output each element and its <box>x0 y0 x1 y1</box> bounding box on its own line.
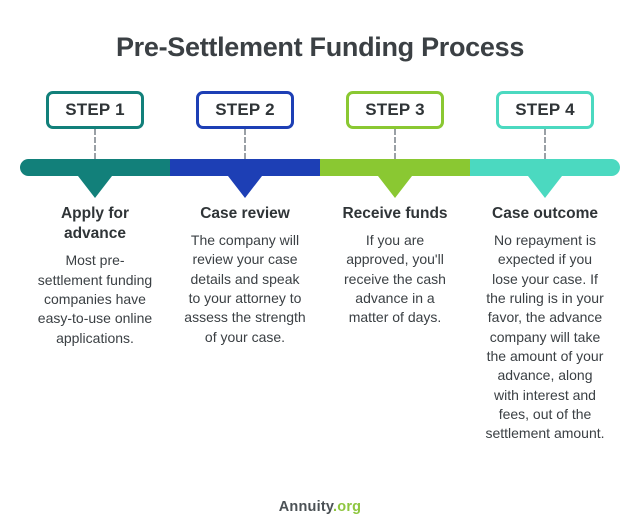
step-heading-3: Receive funds <box>342 205 448 222</box>
badge-cell-3 <box>320 91 470 129</box>
step-body-1: Most pre-settlement funding companies have easy-to-use online applications. <box>37 252 153 346</box>
triangle-pointer-4 <box>528 176 562 198</box>
connector-row <box>20 129 620 159</box>
timeline-segment-2 <box>170 159 320 176</box>
connector-cell-2 <box>170 129 320 159</box>
timeline-segment-4 <box>470 159 620 176</box>
pointer-cell-1 <box>20 176 170 198</box>
pointer-cell-4 <box>470 176 620 198</box>
timeline-bar <box>20 159 620 176</box>
step-badge-2: STEP 2 <box>196 91 293 129</box>
step-badge-3: STEP 3 <box>346 91 443 129</box>
site-logo <box>0 499 640 515</box>
step-badge-1: STEP 1 <box>46 91 143 129</box>
page-title: Pre-Settlement Funding Process <box>115 32 525 62</box>
triangle-pointer-2 <box>228 176 262 198</box>
step-heading-2: Case review <box>200 205 290 222</box>
pointer-row <box>20 176 620 198</box>
pointer-cell-2 <box>170 176 320 198</box>
dashed-connector-3 <box>394 129 396 159</box>
logo-tld-text: .org <box>333 499 362 515</box>
connector-cell-1 <box>20 129 170 159</box>
step-heading-1: Apply for advance <box>60 205 130 243</box>
step-column-4 <box>470 204 620 444</box>
step-body-3: If you are approved, you'll receive the cash advance in a matter of days. <box>344 232 446 326</box>
step-badge-4: STEP 4 <box>496 91 593 129</box>
connector-cell-3 <box>320 129 470 159</box>
dashed-connector-2 <box>244 129 246 159</box>
badge-cell-2 <box>170 91 320 129</box>
step-column-3 <box>320 204 470 444</box>
step-descriptions <box>20 204 620 444</box>
badge-cell-1 <box>20 91 170 129</box>
badges-row <box>20 91 620 129</box>
triangle-pointer-1 <box>78 176 112 198</box>
triangle-pointer-3 <box>378 176 412 198</box>
timeline-segment-1 <box>20 159 170 176</box>
step-body-4: No repayment is expected if you lose your case. If the ruling is in your favor, the advance company will take the amount of your advance, along with interest and fees, out of the settlement amount. <box>485 232 605 442</box>
step-body-2: The company will review your case details and speak to your attorney to assess the strength of your case. <box>184 232 306 345</box>
pointer-cell-3 <box>320 176 470 198</box>
step-heading-4: Case outcome <box>492 205 598 222</box>
step-column-1 <box>20 204 170 444</box>
connector-cell-4 <box>470 129 620 159</box>
step-column-2 <box>170 204 320 444</box>
badge-cell-4 <box>470 91 620 129</box>
dashed-connector-1 <box>94 129 96 159</box>
process-diagram <box>20 63 620 444</box>
dashed-connector-4 <box>544 129 546 159</box>
logo-brand-text: Annuity <box>278 499 334 515</box>
timeline-segment-3 <box>320 159 470 176</box>
